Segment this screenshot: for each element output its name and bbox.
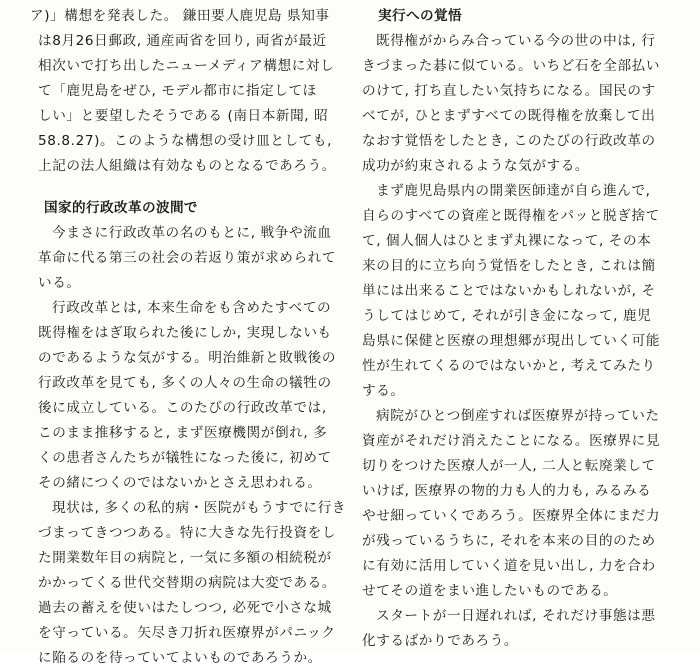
text-line: 島県に保健と医療の理想郷が現出していく可能 [362,333,661,349]
section-heading: 国家的行政改革の波間で [44,200,198,216]
text-line: その緒につくのではないかとさえ思われる。 [38,475,322,491]
text-line: ア)」構想を発表した。 鎌田要人鹿児島 県知事 [30,8,330,24]
text-line: 成功が約束されるような気がする。 [362,158,590,174]
text-line: このまま推移すると, まず医療機関が倒れ, 多 [38,425,328,441]
text-line: て, 個人個人はひとまず丸裸になって, その本 [362,233,652,249]
text-line: 後に成立している。このたびの行政改革では, [38,400,327,416]
right-column [362,4,662,654]
text-line: うしてはじめて, それが引き金になって, 鹿児 [362,308,652,324]
text-line: くの患者さんたちが犠牲になった後に, 初めて [38,450,332,466]
text-line: 自らのすべての資産と既得権をパッと脱ぎ捨て [362,208,660,224]
text-line: なおす覚悟をしたとき, このたびの行政改革の [362,133,656,149]
text-line: 58.8.27)。このような構想の受け皿としても, [38,133,333,149]
text-line: 切りをつけた医療人が一人, 二人と転廃業して [362,458,656,474]
text-line: 資産がそれだけ消えたことになる。医療界に見 [362,433,661,449]
text-line: かかってくる世代交替期の病院は大変である。 [38,575,337,591]
section-gap [38,179,338,196]
text-line: いけば, 医療界の物的力も人的力も, みるみる [362,483,652,499]
text-line: 現状は, 多くの私的病・医院がもうすでに行き [52,500,347,516]
text-line: きづまった碁に似ている。いちど石を全部払い [362,58,661,74]
text-line: 過去の蓄えを使いはたしつつ, 必死で小さな城 [38,600,332,616]
text-line: 上記の法人組織は有効なものとなるであろう。 [38,158,336,174]
text-line: のであるような気がする。明治維新と敗戦後の [38,350,337,366]
text-line: 行政改革とは, 本来生命をも含めたすべての [52,300,332,316]
text-line: 単には出来ることではないかもしれないが, そ [362,283,656,299]
left-column [30,4,347,671]
text-line: に有効に活用していく道を見い出し, 力を合わ [362,558,656,574]
text-line: が残っているうちに, それを本来の目的のため [362,533,656,549]
text-line: 今まさに行政改革の名のもとに, 戦争や流血 [52,225,332,241]
text-line: いる。 [38,275,81,291]
text-line: まず鹿児島県内の開業医師達が自ら進んで, [376,183,651,199]
text-line: 革命に代る第三の社会の若返り策が求められて [38,250,337,266]
text-line: 性が生れてくるのではないかと, 考えてみたり [362,358,656,374]
text-line: を守っている。矢尽き刀折れ医療界がパニック [38,625,336,641]
text-line: づまってきつつある。特に大きな先行投資をし [38,525,337,541]
text-line: 化するばかりであろう。 [362,633,519,649]
text-line: 行政改革を見ても, 多くの人々の生命の犠牲の [38,375,332,391]
section-heading: 実行への覚悟 [378,8,462,24]
text-line: する。 [362,383,405,399]
text-line: に陥るのを待っていてよいものであろうか。 [38,650,322,666]
text-line: べてが, ひとまずすべての既得権を放棄して出 [362,108,656,124]
text-line: せてその道をまい進したいものである。 [362,583,618,599]
text-line: 既得権がからみ合っている今の世の中は, 行 [376,33,656,49]
text-line: のけて, 打ち直したい気持ちになる。国民のす [362,83,656,99]
text-line: 来の目的に立ち向う覚悟をしたとき, これは簡 [362,258,656,274]
text-line: は8月26日郵政, 通産両省を回り, 両省が最近 [38,33,327,49]
text-line: 既得権をはぎ取られた後にしか, 実現しないも [38,325,332,341]
text-line: 相次いで打ち出したニューメディア構想に対し [38,58,335,74]
text-line: て「鹿児島をぜひ, モデル都市に指定してほ [38,83,317,99]
text-line: た開業数年目の病院と, 一気に多額の相続税が [38,550,332,566]
text-line: 病院がひとつ倒産すれば医療界が持っていた [376,408,660,424]
text-line: やせ細っていくであろう。医療界全体にまだ力 [362,508,661,524]
text-line: スタートが一日遅れれば, それだけ事態は悪 [376,608,656,624]
text-line: しい」と要望したそうである (南日本新聞, 昭 [38,108,329,124]
